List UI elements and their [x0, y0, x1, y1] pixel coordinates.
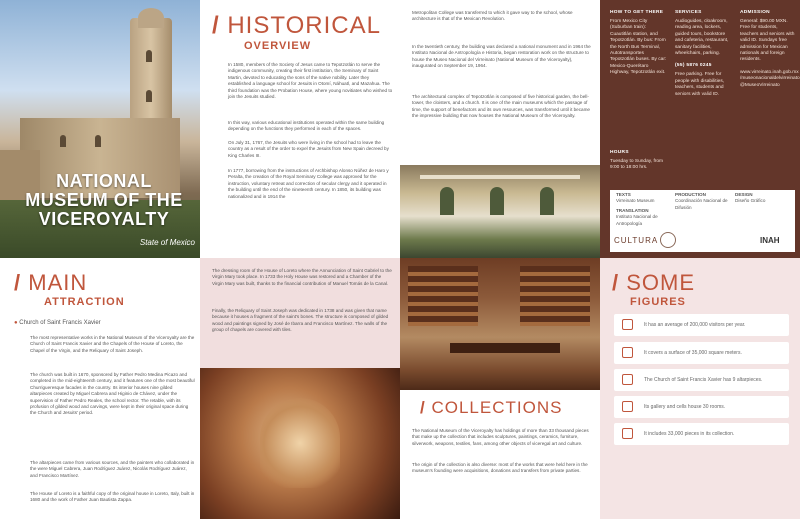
social-links[interactable]: www.virreinato.inah.gob.mx /museonacionaldelvirreinato @MuseoVirreinato [740, 69, 800, 88]
services-text: Audioguides, cloakroom, reading area, lockers, guided tours, bookstore and cafeteria, restaurant, sanitary facilities, wheelchairs, parking. [675, 19, 729, 57]
historical-p3: On July 31, 1767, the Jesuits who were living in the school had to leave the country as a result of the order to expel the Jesuits from New Spain decreed by King Charles III. [228, 140, 389, 158]
figure-row: The Church of Saint Francis Xavier has 9 altarpieces. [614, 369, 789, 391]
chapel-p2: Finally, the Reliquary of Saint Joseph was dedicated in 1738 and was given that name because it houses a fragment of the saint's bones. The structure is composed of gilded wood and paintings signed by José de Ibarra and Francisco Martínez. The walls of the group of chapels are covered with tiles. [212, 308, 389, 333]
location-pin-icon: ● [14, 320, 18, 326]
services-note: Free parking. Free for people with disabilities, teachers, students and seniors with valid ID. [675, 72, 725, 97]
texts-value: Virreinato Museum [616, 198, 655, 204]
admission-text: General: $90.00 MXN. Free for students, teachers and seniors with valid ID. Sundays free admission for Mexican nationals and foreign residents. [740, 19, 795, 63]
rooms-icon [622, 401, 633, 412]
historical-col2-p2: In the twentieth century, the building was declared a national monument and in 1964 the Instituto Nacional de Antropología e Historia, began restoration work on the structure to house the Museo Nacional del Virreinato (National Museum of the Viceroyalty), inaugurated on September 19, 1964. [412, 44, 591, 69]
production-label: PRODUCTION [675, 192, 706, 197]
admission-heading: ADMISSION [740, 10, 770, 15]
historical-p4: In 1777, borrowing from the instructions of Archbishop Alonso Núñez de Haro y Peralta, the creation of the Royal Seminary College was approved for the instruction, voluntary retreat and correction of secular clergy and it operated in the building until the end of the nineteenth century. In 1850, its building was nationalized and in 1914 the [228, 168, 389, 199]
main-p2: The church was built in 1670, sponsored by Father Pedro Medina Picazo and completed in the mid-eighteenth century, and it features one of the most beautiful Churrigueresque facades in the country. Its interior houses nine gilded altarpieces created by Miguel Cabrera and Higinio de Chávez, under the supervision of Father Pedro Reales, the school rector. The retable, with its profusion of gilded wood and carvings, were kept in their original space during the Church and Jesuits' period. [30, 372, 195, 416]
painting-photo [200, 368, 400, 519]
main-p1: The most representative works in the National Museum of the Viceroyalty are the Church of Saint Francis Xavier and the Chapels of the House of Loreto, the Chapel of the Virgin, and the Reliquary of Saint Joseph. [30, 335, 195, 353]
hours-section [610, 150, 668, 172]
design-label: DESIGN [735, 192, 753, 197]
collections-heading: / COLLECTIONS [420, 398, 563, 417]
how-to-get-section [610, 10, 668, 77]
inah-logo: INAH [760, 236, 780, 245]
historical-column-2 [400, 0, 600, 160]
historical-p1: In 1580, members of the Society of Jesus came to Tepotzotlán to serve the indigenous community, creating their first institution, the Seminary of Saint Martin, devoted to educating the sons of the native nobility. Later they established a language school for Jesuits in Otomí, Náhuatl, and Mazahua. The third foundation was the Probation House, where young novitiates who wished to join the Jesuits studied. [228, 62, 393, 100]
hours-text: Tuesday to Sunday, from 9:00 to 18:00 hrs. [610, 159, 664, 171]
logos [610, 230, 795, 252]
cultura-logo: CULTURA [614, 236, 659, 245]
main-p3: The altarpieces came from various sources, and the painters who collaborated in the were Miguel Cabrera, Juan Rodríguez Juárez, Nicolás Rodríguez Juárez, and Francisco Martínez. [30, 460, 195, 478]
pieces-icon [622, 428, 633, 439]
library-photo [400, 258, 600, 390]
main-subtitle: ATTRACTION [44, 296, 125, 308]
main-title: MAIN [28, 270, 88, 295]
how-to-get-heading: HOW TO GET THERE [610, 10, 664, 15]
figure-row: It has an average of 200,000 visitors per year. [614, 314, 789, 336]
visitors-icon [622, 319, 633, 330]
hours-heading: HOURS [610, 150, 629, 155]
main-p4: The House of Loreto is a faithful copy of the original house in Loreto, Italy, built in 1680 and the work of Father Juan Bautista Zappa. [30, 491, 195, 503]
historical-heading: / HISTORICAL OVERVIEW [212, 12, 381, 52]
design-value: Diseño Gráfico [735, 198, 766, 204]
historical-col2-p1: Metropolitan College was transferred to which it gave way to the school, whose architecture is that of the Mexican Revolution. [412, 10, 573, 22]
credits [610, 190, 795, 230]
historical-p2: In this way, various educational institutions operated within the same building depending on the functions they performed in each of the spaces. [228, 120, 385, 132]
surface-icon [622, 347, 633, 358]
figures-heading: / SOME FIGURES [612, 270, 696, 308]
how-to-get-text: From Mexico City (Suburban train): Cuautitlán station, and Tepotzotlán. By bus: From the North Bus Terminal, Autotransportes Tepotzotlán buses. By car: Mexico-Querétaro Highway, Tepotzotlán exit. [610, 19, 667, 76]
collections-title: COLLECTIONS [431, 398, 563, 417]
hero-subtitle: State of Mexico [139, 238, 195, 247]
altarpiece-icon [622, 374, 633, 385]
figures-subtitle: FIGURES [630, 296, 686, 308]
translation-value: Instituto Nacional de Antropología [616, 214, 658, 226]
texts-label: TEXTS [616, 192, 631, 197]
production-value: Coordinación Nacional de Difusión [675, 198, 728, 210]
location [14, 320, 101, 326]
chapel-p1: The dressing room of the House of Loreto where the Annunciation of Saint Gabriel to the Virgin Mary took place. In 1733 the Holy House was restored and a Chamber of the Virgin Mary was built, thanks to the financial contribution of Manuel Tomás de la Canal. [212, 268, 392, 286]
figure-row: It includes 33,000 pieces in its collection. [614, 423, 789, 445]
historical-subtitle: OVERVIEW [244, 40, 312, 52]
hero-title: NATIONAL MUSEUM OF THE VICEROYALTY [25, 171, 183, 229]
seal-icon [660, 232, 676, 248]
historical-col2-p3: The architectural complex of Tepotzotlán is composed of five historical garden, the bell-tower, the cloisters, and a church. It is one of the main museums which the passage of time, the support of benefactors and its own resources, was transformed until it became the impressive building that now houses the National Museum of the Viceroyalty. [412, 94, 590, 119]
courtyard-photo [400, 165, 600, 258]
figures-title: SOME [626, 270, 696, 295]
collections-p1: The National Museum of the Viceroyalty has holdings of more than 33 thousand pieces that make up the collection that includes sculptures, paintings, ceramics, furniture, silverwork, weapons, textiles, fans, among other objects of viceregal art and culture. [412, 428, 589, 446]
services-section [675, 10, 733, 98]
phone-number: (55) 5876 0245 [675, 63, 712, 69]
translation-label: TRANSLATION [616, 208, 649, 213]
admission-section [740, 10, 800, 89]
collections-p2: The origin of the collection is also diverse: most of the works that were held here in the museum's founding were acquisitions, donations and transfers from private parties. [412, 462, 588, 474]
figure-row: Its gallery and cells house 30 rooms. [614, 396, 789, 418]
main-attraction-heading: / MAIN ATTRACTION [14, 270, 125, 308]
figure-row: It covers a surface of 35,000 square meters. [614, 342, 789, 364]
historical-title: HISTORICAL [227, 12, 381, 39]
services-heading: SERVICES [675, 10, 702, 15]
location-label: Church of Saint Francis Xavier [19, 320, 101, 326]
